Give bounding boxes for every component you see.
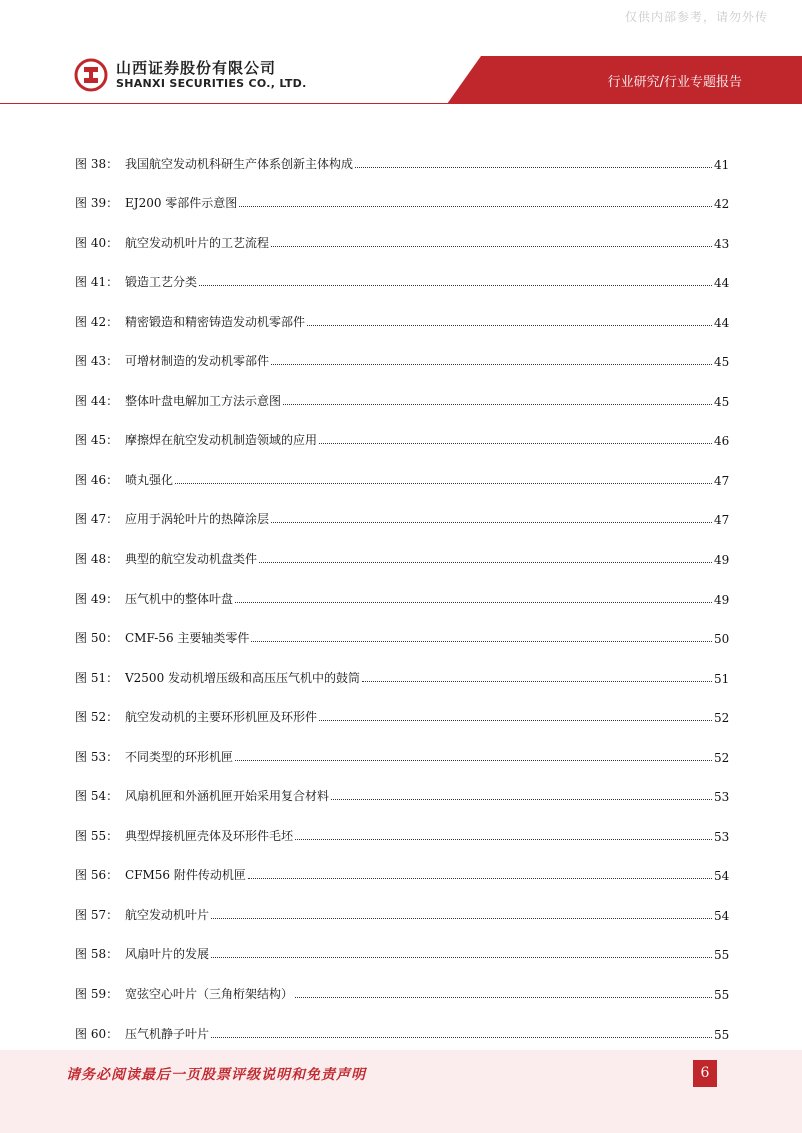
figure-title: 风扇叶片的发展 [125,947,210,962]
toc-entry[interactable] [75,844,728,884]
watermark-text: 仅供内部参考，请勿外传 [624,10,768,24]
dot-leader [283,404,712,405]
toc-entry[interactable] [75,409,728,449]
page-ref: 53 [714,829,730,844]
dot-leader [235,602,712,603]
toc-entry[interactable] [75,607,728,647]
figure-title: 喷丸强化 [125,472,174,487]
dot-leader [319,443,712,444]
page-ref: 51 [714,671,730,686]
figure-title: 航空发动机叶片的工艺流程 [125,235,270,250]
dot-leader [295,997,712,998]
dot-leader [239,206,712,207]
disclaimer-notice: 请务必阅读最后一页股票评级说明和免责声明 [66,1067,366,1083]
toc-entry[interactable] [75,646,728,686]
toc-entry[interactable] [75,488,728,528]
toc-entry[interactable] [75,211,728,251]
figure-number: 图 55： [75,828,119,843]
figure-title: V2500 发动机增压级和高压压气机中的鼓筒 [125,670,361,685]
figure-title: 航空发动机的主要环形机匣及环形件 [125,710,318,725]
toc-entry[interactable] [75,923,728,963]
figure-number: 图 54： [75,789,119,804]
toc-entry[interactable] [75,883,728,923]
figure-title: 不同类型的环形机匣 [125,749,234,764]
page-ref: 55 [714,1027,730,1042]
figure-number: 图 39： [75,196,119,211]
figure-number: 图 53： [75,749,119,764]
dot-leader [211,957,712,958]
figure-number: 图 44： [75,393,119,408]
page-ref: 41 [714,157,730,172]
page-ref: 55 [714,948,730,963]
figure-number: 图 43： [75,354,119,369]
company-logo [74,58,307,92]
page-ref: 45 [714,394,730,409]
figure-number: 图 56： [75,868,119,883]
page-number: 6 [693,1060,717,1087]
dot-leader [331,799,712,800]
toc-entry[interactable] [75,725,728,765]
figure-number: 图 48： [75,552,119,567]
page-ref: 49 [714,592,730,607]
dot-leader [211,918,712,919]
figure-title: 我国航空发动机科研生产体系创新主体构成 [125,156,354,171]
toc-entry[interactable] [75,330,728,370]
figure-title: 可增材制造的发动机零部件 [125,354,270,369]
figure-title: 精密锻造和精密铸造发动机零部件 [125,314,306,329]
page-ref: 52 [714,750,730,765]
figure-title: 压气机中的整体叶盘 [125,591,234,606]
figure-title: 宽弦空心叶片（三角桁架结构） [125,987,294,1002]
figure-number: 图 41： [75,275,119,290]
figure-title: 压气机静子叶片 [125,1026,210,1041]
figure-list [75,132,728,1042]
dot-leader [235,760,712,761]
figure-title: 航空发动机叶片 [125,907,210,922]
figure-title: 锻造工艺分类 [125,275,198,290]
page-ref: 44 [714,276,730,291]
figure-number: 图 38： [75,156,119,171]
page-ref: 44 [714,315,730,330]
page-ref: 49 [714,553,730,568]
figure-number: 图 60： [75,1026,119,1041]
toc-entry[interactable] [75,686,728,726]
figure-title: 典型焊接机匣壳体及环形件毛坯 [125,828,294,843]
page-ref: 45 [714,355,730,370]
dot-leader [271,364,712,365]
dot-leader [199,285,712,286]
figure-number: 图 52： [75,710,119,725]
figure-number: 图 46： [75,472,119,487]
dot-leader [259,562,712,563]
toc-entry[interactable] [75,290,728,330]
dot-leader [251,641,712,642]
dot-leader [362,681,712,682]
toc-entry[interactable] [75,172,728,212]
toc-entry[interactable] [75,132,728,172]
page-ref: 43 [714,236,730,251]
toc-entry[interactable] [75,527,728,567]
dot-leader [271,522,712,523]
figure-title: 整体叶盘电解加工方法示意图 [125,393,282,408]
page-ref: 47 [714,513,730,528]
page-ref: 52 [714,711,730,726]
page-footer [0,1050,802,1133]
figure-number: 图 59： [75,987,119,1002]
dot-leader [355,167,712,168]
page-ref: 54 [714,869,730,884]
page-ref: 47 [714,473,730,488]
toc-entry[interactable] [75,962,728,1002]
figure-number: 图 58： [75,947,119,962]
figure-number: 图 40： [75,235,119,250]
company-logo-icon [74,58,108,92]
figure-number: 图 50： [75,631,119,646]
figure-title: 应用于涡轮叶片的热障涂层 [125,512,270,527]
dot-leader [175,483,712,484]
figure-title: EJ200 零部件示意图 [125,196,238,211]
company-name-cn: 山西证券股份有限公司 [116,59,277,77]
toc-entry[interactable] [75,567,728,607]
page-ref: 53 [714,790,730,805]
figure-title: CFM56 附件传动机匣 [125,868,246,883]
figure-number: 图 42： [75,314,119,329]
figure-title: 风扇机匣和外涵机匣开始采用复合材料 [125,789,330,804]
toc-entry[interactable] [75,765,728,805]
dot-leader [295,839,712,840]
figure-number: 图 49： [75,591,119,606]
figure-title: 典型的航空发动机盘类件 [125,552,258,567]
company-name-en: SHANXI SECURITIES CO., LTD. [116,77,307,90]
toc-entry[interactable] [75,369,728,409]
page-ref: 42 [714,197,730,212]
toc-entry[interactable] [75,448,728,488]
toc-entry[interactable] [75,251,728,291]
page-ref: 54 [714,908,730,923]
toc-entry[interactable] [75,804,728,844]
page-ref: 50 [714,632,730,647]
dot-leader [211,1037,712,1038]
figure-number: 图 51： [75,670,119,685]
figure-number: 图 45： [75,433,119,448]
figure-number: 图 47： [75,512,119,527]
report-category: 行业研究/行业专题报告 [607,75,742,90]
dot-leader [248,878,712,879]
figure-title: CMF-56 主要轴类零件 [125,631,250,646]
header-divider [0,103,802,104]
dot-leader [307,325,712,326]
dot-leader [319,720,712,721]
figure-number: 图 57： [75,907,119,922]
figure-title: 摩擦焊在航空发动机制造领域的应用 [125,433,318,448]
page-header [0,56,802,104]
page-ref: 46 [714,434,730,449]
dot-leader [271,246,712,247]
page-ref: 55 [714,988,730,1003]
toc-entry[interactable] [75,1002,728,1042]
